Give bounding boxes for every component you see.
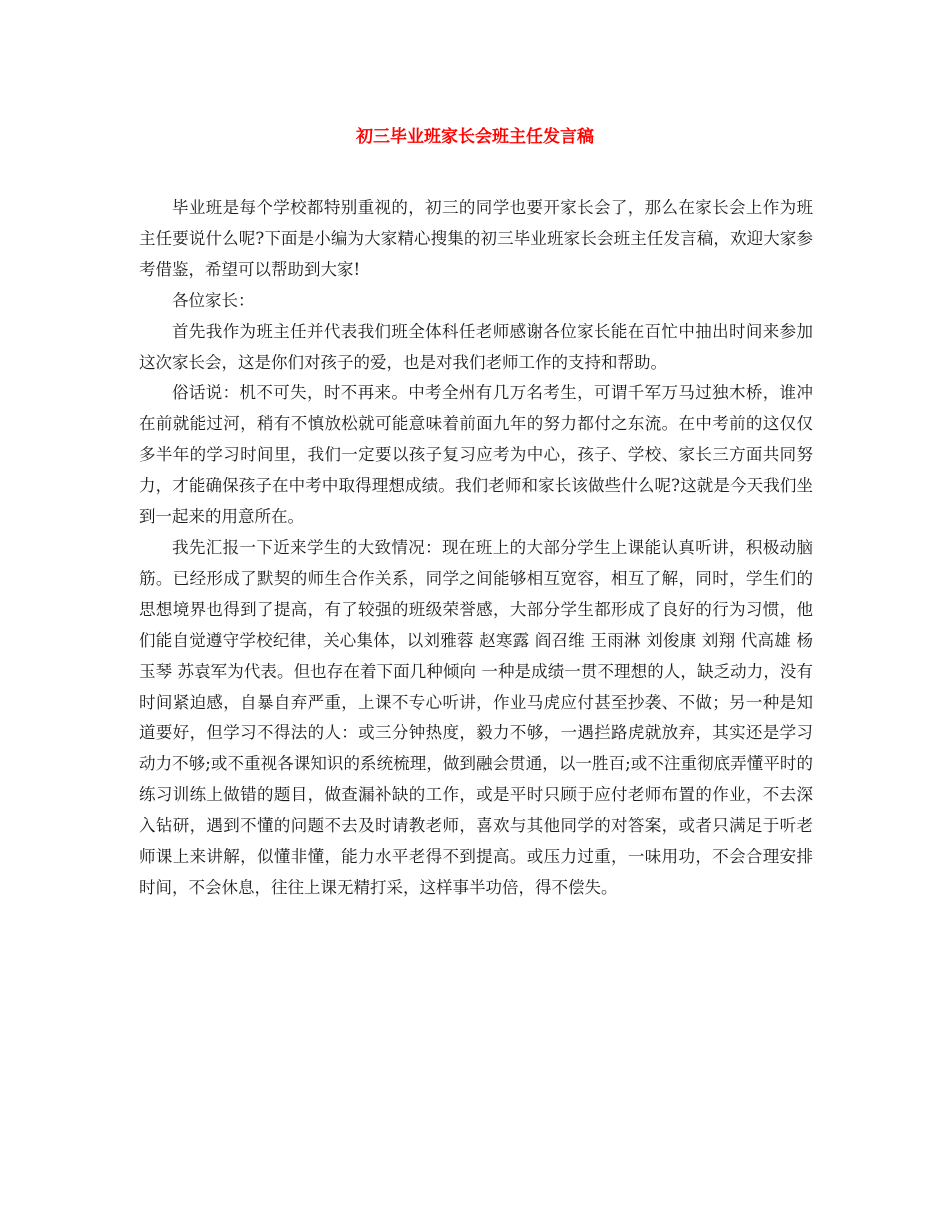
paragraph-report: 我先汇报一下近来学生的大致情况：现在班上的大部分学生上课能认真听讲，积极动脑筋。已经形成了默契的师生合作关系，同学之间能够相互宽容，相互了解，同时，学生们的思想境界也得到了提高，有了较强的班级荣誉感，大部分学生都形成了良好的行为习惯，他们能自觉遵守学校纪律，关心集体，以刘雅蓉 赵寒露 阎召维 王雨淋 刘俊康 刘翔 代高雄 杨玉琴 苏袁军为代表。但也存在着下面几种倾向 一种是成绩一贯不理想的人，缺乏动力，没有时间紧迫感，自暴自弃严重，上课不专心听讲，作业马虎应付甚至抄袭、不做；另一种是知道要好，但学习不得法的人：或三分钟热度，毅力不够，一遇拦路虎就放弃，其实还是学习动力不够;或不重视各课知识的系统梳理，做到融会贯通，以一胜百;或不注重彻底弄懂平时的练习训练上做错的题目，做查漏补缺的工作，或是平时只顾于应付老师布置的作业，不去深入钻研，遇到不懂的问题不去及时请教老师，喜欢与其他同学的对答案，或者只满足于听老师课上来讲解，似懂非懂，能力水平老得不到提高。或压力过重，一味用功，不会合理安排时间，不会休息，往往上课无精打采，这样事半功倍，得不偿失。	[139, 537, 813, 897]
paragraph-intro: 毕业班是每个学校都特别重视的，初三的同学也要开家长会了，那么在家长会上作为班主任要说什么呢?下面是小编为大家精心搜集的初三毕业班家长会班主任发言稿，欢迎大家参考借鉴，希望可以帮助到大家!	[139, 198, 813, 279]
paragraph-thanks: 首先我作为班主任并代表我们班全体科任老师感谢各位家长能在百忙中抽出时间来参加这次家长会，这是你们对孩子的爱，也是对我们老师工作的支持和帮助。	[139, 321, 813, 372]
paragraph-exam: 俗话说：机不可失，时不再来。中考全州有几万名考生，可谓千军万马过独木桥，谁冲在前就能过河，稍有不慎放松就可能意味着前面九年的努力都付之东流。在中考前的这仅仅多半年的学习时间里，我们一定要以孩子复习应考为中心，孩子、学校、家长三方面共同努力，才能确保孩子在中考中取得理想成绩。我们老师和家长该做些什么呢?这就是今天我们坐到一起来的用意所在。	[139, 383, 813, 527]
document-title: 初三毕业班家长会班主任发言稿	[356, 127, 594, 147]
document-body	[139, 193, 813, 904]
paragraph-salutation: 各位家长：	[172, 290, 255, 310]
